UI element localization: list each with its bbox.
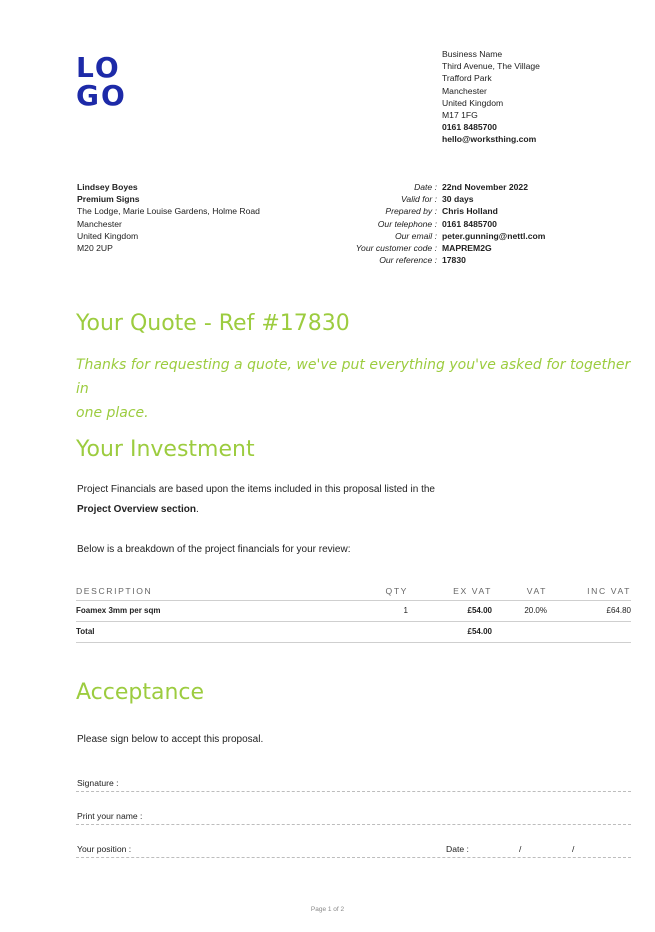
investment-heading: Your Investment [76, 437, 255, 462]
business-email[interactable]: hello@worksthing.com [442, 134, 537, 145]
quote-intro [76, 353, 636, 425]
table-total-row [76, 622, 631, 643]
email-label: Our email : [394, 230, 437, 241]
investment-para-end: . [195, 504, 199, 515]
header-ex-vat: EX VAT [453, 586, 492, 596]
row-description: Foamex 3mm per sqm [76, 606, 161, 615]
email-value[interactable]: peter.gunning@nettl.com [442, 230, 546, 241]
reference-label: Our reference : [379, 255, 437, 266]
telephone-label: Our telephone : [377, 218, 437, 229]
customer-code-label: Your customer code : [355, 243, 437, 254]
investment-paragraph [77, 480, 632, 520]
quote-meta-values [442, 181, 632, 266]
client-name: Lindsey Boyes [77, 182, 138, 192]
header-inc-vat: INC VAT [587, 586, 631, 596]
business-country: United Kingdom [442, 97, 504, 108]
client-postcode: M20 2UP [77, 243, 113, 254]
business-address-line2: Trafford Park [442, 73, 492, 84]
valid-label: Valid for : [401, 194, 437, 205]
logo-line-1: LO [76, 51, 121, 84]
signature-label: Signature : [77, 778, 119, 788]
business-postcode: M17 1FG [442, 110, 478, 121]
date-field-label: Date : [446, 844, 469, 854]
quote-intro-line1: Thanks for requesting a quote, we've put everything you've asked for together in [76, 357, 631, 397]
header-vat: VAT [526, 586, 547, 596]
position-date-field[interactable] [76, 841, 631, 858]
header-description: DESCRIPTION [76, 586, 153, 596]
acceptance-instruction: Please sign below to accept this proposal. [77, 734, 264, 745]
financials-table [76, 581, 631, 643]
table-row [76, 601, 631, 622]
prepared-label: Prepared by : [385, 206, 437, 217]
client-city: Manchester [77, 218, 122, 229]
client-street: The Lodge, Marie Louise Gardens, Holme Road [77, 206, 260, 217]
business-city: Manchester [442, 85, 487, 96]
prepared-value: Chris Holland [442, 206, 498, 217]
business-name: Business Name [442, 49, 503, 59]
date-value: 22nd November 2022 [442, 182, 528, 192]
company-logo [76, 51, 127, 112]
print-name-field[interactable] [76, 808, 631, 825]
investment-para-line1: Project Financials are based upon the items included in this proposal listed in the [77, 484, 435, 495]
header-qty: QTY [385, 586, 408, 596]
acceptance-heading: Acceptance [76, 680, 205, 705]
date-label: Date : [414, 182, 437, 192]
signature-field[interactable] [76, 775, 631, 792]
business-address [442, 48, 632, 146]
investment-para-line2 [77, 500, 632, 520]
client-country: United Kingdom [77, 230, 139, 241]
row-qty: 1 [403, 606, 408, 615]
table-header [76, 581, 631, 601]
investment-breakdown-text: Below is a breakdown of the project financials for your review: [77, 544, 351, 555]
row-ex-vat: £54.00 [467, 606, 492, 615]
reference-value: 17830 [442, 255, 466, 266]
position-label: Your position : [77, 844, 132, 854]
project-overview-link: Project Overview section [77, 504, 196, 515]
date-separator-1: / [519, 844, 522, 854]
print-name-label: Print your name : [77, 811, 143, 821]
quote-meta-labels [300, 181, 437, 266]
logo-line-2: GO [76, 79, 127, 112]
business-address-line1: Third Avenue, The Village [442, 61, 540, 72]
client-company: Premium Signs [77, 194, 140, 205]
telephone-value: 0161 8485700 [442, 218, 497, 229]
customer-code-value: MAPREM2G [442, 243, 492, 254]
valid-value: 30 days [442, 194, 474, 205]
total-ex-vat: £54.00 [467, 627, 492, 636]
row-inc-vat: £64.80 [606, 606, 631, 615]
row-vat: 20.0% [524, 606, 547, 615]
total-label: Total [76, 627, 95, 636]
quote-title: Your Quote - Ref #17830 [76, 311, 350, 336]
page-number: Page 1 of 2 [310, 906, 345, 913]
quote-intro-line2: one place. [76, 405, 149, 421]
business-phone: 0161 8485700 [442, 122, 497, 133]
client-address [77, 181, 317, 254]
date-separator-2: / [572, 844, 575, 854]
